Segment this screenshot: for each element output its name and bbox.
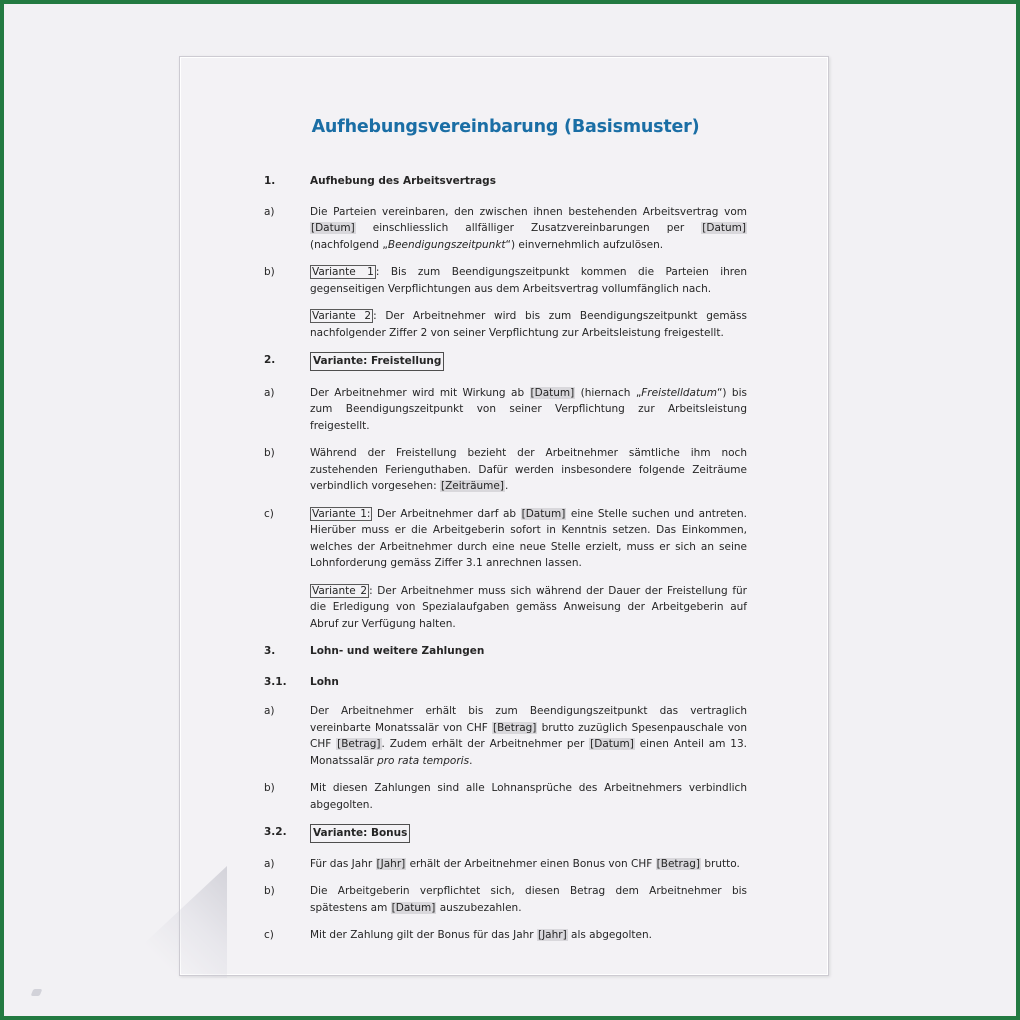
section-heading-row [264,173,747,190]
section-number: 1. [264,175,276,187]
sections-container [264,173,747,944]
clause-row [264,204,747,254]
section-heading: Aufhebung des Arbeitsvertrags [310,175,496,187]
clause-paragraph: Der Arbeitnehmer wird mit Wirkung ab [Datum] (hiernach „Freistelldatum“) bis zum Beendigungszeitpunkt von seiner Verpflichtung zur Arbeitsleistung freigestellt. [310,386,747,432]
document-content [264,117,747,955]
clause-text [310,780,747,813]
clause-marker: b) [264,266,275,278]
emphasis-text: Freistelldatum [641,386,717,399]
emphasis-text: Beendigungszeitpunkt [387,238,506,251]
section-heading [310,824,747,843]
clause-marker: a) [264,705,275,717]
variant-tag: Variante 2 [312,310,372,322]
placeholder-field: [Datum] [530,386,575,399]
variant-tag: Variante 2 [312,584,368,597]
clause-text [310,856,747,873]
clause-paragraph: Variante 2 : Der Arbeitnehmer wird bis zum Beendigungszeitpunkt gemäss nachfolgender Ziffer 2 von seiner Verpflichtung zur Arbeitsleistung freigestellt. [310,310,747,339]
clause-row [264,385,747,435]
section-heading-row [264,643,747,660]
clause-marker: a) [264,857,275,870]
section-number: 3.2. [264,826,287,838]
clause-row [264,506,747,633]
placeholder-field: [Datum] [521,507,566,520]
variant-tag: Variante 1 [312,266,374,278]
clause-paragraph: Für das Jahr [Jahr] erhält der Arbeitnehmer einen Bonus von CHF [Betrag] brutto. [310,857,740,870]
document-page [179,56,829,976]
clause-paragraph: Variante 2 : Der Arbeitnehmer muss sich während der Dauer der Freistellung für die Erledigung von Spezialaufgaben gemäss Anweisung der Arbeitgeberin auf Abruf zur Verfügung halten. [310,584,747,630]
clause-row [264,883,747,916]
clause-marker: c) [264,507,274,520]
placeholder-field: [Betrag] [656,857,701,870]
clause-paragraph: Der Arbeitnehmer erhält bis zum Beendigungszeitpunkt das vertraglich vereinbarte Monatssalär von CHF [Betrag] brutto zuzüglich Spesenpauschale von CHF [Betrag]. Zudem erhält der Arbeitnehmer per [Datum] einen Anteil am 13. Monatssalär pro rata temporis. [310,705,748,767]
clause-paragraph: Mit diesen Zahlungen sind alle Lohnansprüche des Arbeitnehmers verbindlich abgegolten. [310,782,747,811]
clause-paragraph: Variante 1 : Bis zum Beendigungszeitpunkt kommen die Parteien ihren gegenseitigen Verpflichtungen aus dem Arbeitsvertrag vollumfänglich nach. [310,266,747,295]
clause-row [264,780,747,813]
clause-paragraph: Während der Freistellung bezieht der Arbeitnehmer sämtliche ihm noch zustehenden Ferienguthaben. Dafür werden insbesondere folgende Zeiträume verbindlich vorgesehen: [Zeiträume]. [310,447,747,492]
clause-text [310,385,747,435]
clause-marker: a) [264,386,275,399]
clause-row [264,856,747,873]
clause-marker: b) [264,782,275,794]
section-number: 2. [264,354,276,366]
clause-row [264,927,747,944]
emphasis-text: pro rata temporis [377,754,470,767]
page-corner-speck [31,989,43,996]
placeholder-field: [Zeiträume] [440,480,504,492]
clause-marker: b) [264,885,275,897]
clause-marker: a) [264,205,275,218]
clause-row [264,703,747,769]
clause-row [264,445,747,495]
placeholder-field: [Betrag] [337,738,381,750]
variant-tag: Variante 1: [312,507,371,520]
clause-paragraph: Mit der Zahlung gilt der Bonus für das Jahr [Jahr] als abgegolten. [310,929,652,941]
clause-row [264,264,747,341]
section-heading-row [264,824,747,843]
section-number: 3.1. [264,675,287,688]
clause-text [310,883,747,916]
placeholder-field: [Betrag] [493,721,537,734]
clause-text [310,204,747,254]
section-heading [310,352,747,371]
placeholder-field: [Datum] [311,222,355,234]
section-heading-row [264,674,747,691]
clause-text [310,445,747,495]
section-heading-row [264,352,747,371]
clause-text [310,506,747,633]
section-heading: Lohn [310,675,339,688]
clause-paragraph: Variante 1: Der Arbeitnehmer darf ab [Datum] eine Stelle suchen und antreten. Hierüber muss er die Arbeitgeberin sofort in Kenntnis setzen. Das Einkommen, welches der Arbeitnehmer durch eine neue Stelle erzielt, muss er sich an seine Lohnforderung gemäss Ziffer 3.1 anrechnen lassen. [310,507,747,569]
clause-text [310,703,747,769]
clause-marker: b) [264,447,275,459]
placeholder-field: [Jahr] [537,929,567,941]
page-title: Aufhebungsvereinbarung (Basismuster) [311,117,700,137]
clause-paragraph: Die Arbeitgeberin verpflichtet sich, diesen Betrag dem Arbeitnehmer bis spätestens am [Datum] auszubezahlen. [310,885,747,914]
placeholder-field: [Jahr] [376,857,406,870]
clause-text [310,927,747,944]
clause-marker: c) [264,929,274,941]
section-heading: Lohn- und weitere Zahlungen [310,645,485,657]
placeholder-field: [Datum] [391,901,436,914]
placeholder-field: [Datum] [702,222,746,234]
boxed-heading-label: Variante: Bonus [310,824,410,843]
placeholder-field: [Datum] [590,738,634,750]
clause-text [310,264,747,341]
section-number: 3. [264,645,276,657]
boxed-heading-label: Variante: Freistellung [310,352,444,371]
clause-paragraph: Die Parteien vereinbaren, den zwischen ihnen bestehenden Arbeitsvertrag vom [Datum] einschliesslich allfälliger Zusatzvereinbarungen per [Datum] (nachfolgend „Beendigungszeitpunkt“) einvernehmlich aufzulösen. [310,205,747,251]
